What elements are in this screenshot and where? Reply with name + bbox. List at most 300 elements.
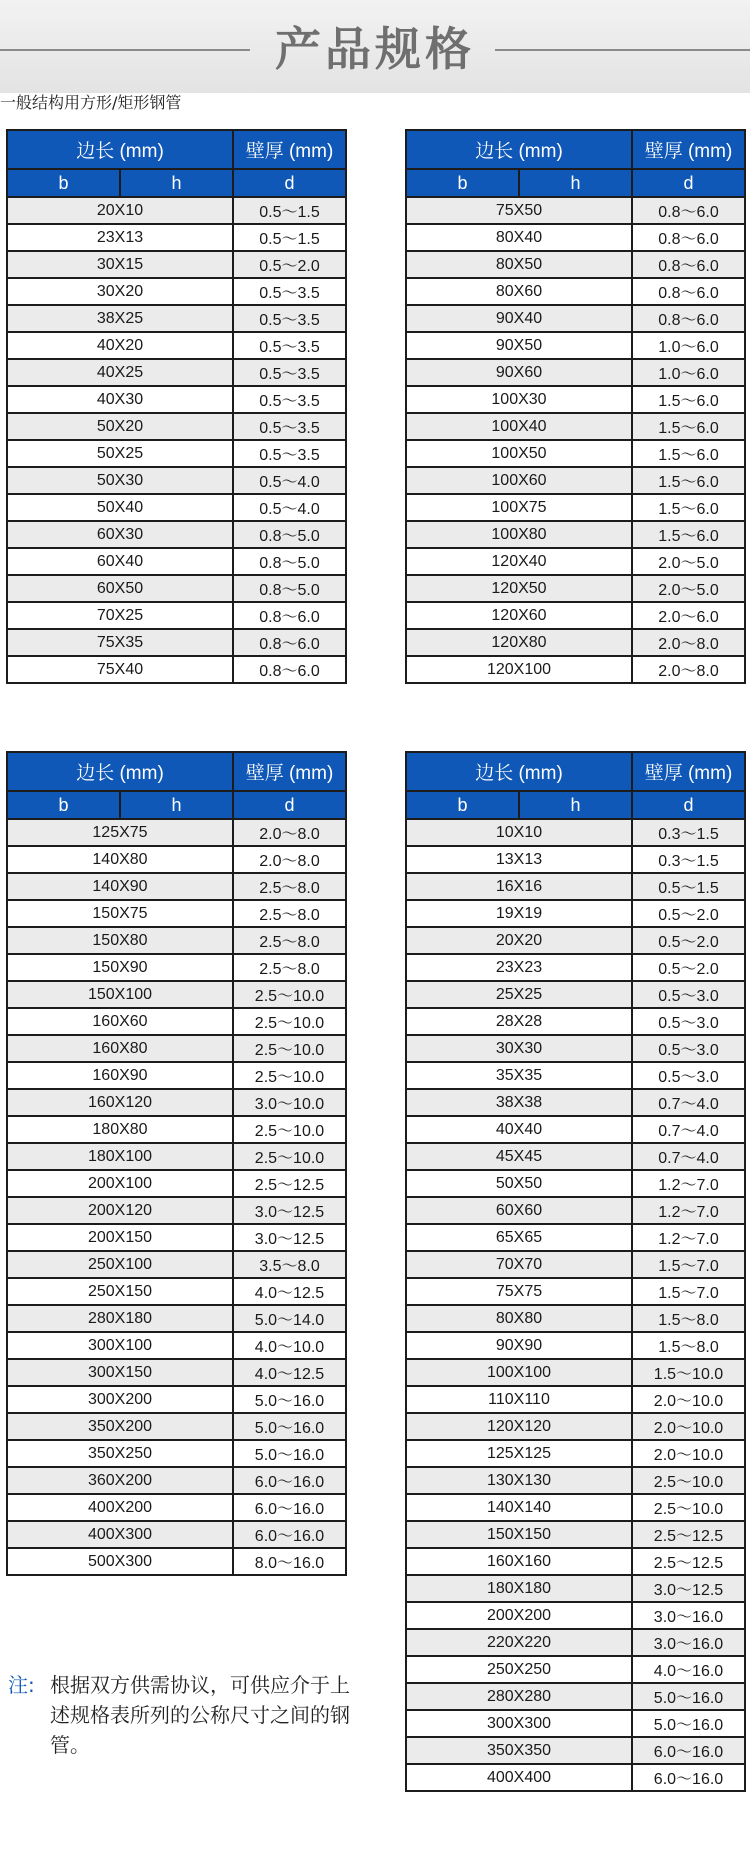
table-row — [406, 819, 745, 846]
size-cell: 250X100 — [7, 1251, 233, 1278]
table-row — [7, 1035, 346, 1062]
size-cell: 150X80 — [7, 927, 233, 954]
table-row — [406, 1764, 745, 1791]
size-cell: 140X90 — [7, 873, 233, 900]
size-cell: 400X300 — [7, 1521, 233, 1548]
size-cell: 140X140 — [406, 1494, 632, 1521]
note-label: 注: — [8, 1673, 35, 1697]
table-row — [7, 1224, 346, 1251]
table-row — [7, 1386, 346, 1413]
thickness-cell: 3.0～10.0 — [233, 1089, 346, 1116]
b-header: b — [7, 169, 120, 197]
table-row — [406, 1494, 745, 1521]
thickness-cell: 1.5～10.0 — [632, 1359, 745, 1386]
thickness-cell: 0.5～2.0 — [233, 251, 346, 278]
table-row — [406, 467, 745, 494]
table-row — [406, 1548, 745, 1575]
thickness-cell: 1.2～7.0 — [632, 1224, 745, 1251]
size-cell: 300X300 — [406, 1710, 632, 1737]
table-row — [406, 332, 745, 359]
table-row — [406, 494, 745, 521]
table-row — [406, 1710, 745, 1737]
size-cell: 300X200 — [7, 1386, 233, 1413]
table-row — [7, 575, 346, 602]
size-cell: 120X100 — [406, 656, 632, 683]
table-row — [406, 1467, 745, 1494]
table-header-row — [7, 752, 346, 791]
thickness-cell: 2.5～10.0 — [233, 1008, 346, 1035]
thickness-cell: 4.0～12.5 — [233, 1359, 346, 1386]
size-cell: 350X250 — [7, 1440, 233, 1467]
thickness-cell: 2.5～10.0 — [233, 1143, 346, 1170]
side-length-header: 边长 (mm) — [7, 130, 233, 169]
table-row — [406, 1197, 745, 1224]
thickness-cell: 0.8～6.0 — [233, 656, 346, 683]
thickness-cell: 2.0～8.0 — [632, 656, 745, 683]
table-header-row — [406, 130, 745, 169]
table-row — [7, 1467, 346, 1494]
thickness-cell: 6.0～16.0 — [233, 1467, 346, 1494]
table-row — [406, 1737, 745, 1764]
thickness-cell: 1.2～7.0 — [632, 1197, 745, 1224]
size-cell: 60X60 — [406, 1197, 632, 1224]
size-cell: 100X75 — [406, 494, 632, 521]
table-row — [7, 846, 346, 873]
thickness-cell: 5.0～14.0 — [233, 1305, 346, 1332]
thickness-cell: 1.5～6.0 — [632, 413, 745, 440]
size-cell: 10X10 — [406, 819, 632, 846]
thickness-cell: 2.5～8.0 — [233, 873, 346, 900]
size-cell: 160X60 — [7, 1008, 233, 1035]
thickness-cell: 3.0～12.5 — [632, 1575, 745, 1602]
size-cell: 28X28 — [406, 1008, 632, 1035]
table-row — [406, 873, 745, 900]
table-row — [406, 521, 745, 548]
table-row — [7, 1116, 346, 1143]
size-cell: 50X50 — [406, 1170, 632, 1197]
size-cell: 100X40 — [406, 413, 632, 440]
thickness-cell: 0.5～3.5 — [233, 413, 346, 440]
side-length-header: 边长 (mm) — [406, 130, 632, 169]
thickness-cell: 2.5～8.0 — [233, 954, 346, 981]
size-cell: 38X25 — [7, 305, 233, 332]
table-row — [7, 819, 346, 846]
d-header: d — [632, 169, 745, 197]
size-cell: 120X50 — [406, 575, 632, 602]
thickness-cell: 4.0～10.0 — [233, 1332, 346, 1359]
size-cell: 80X80 — [406, 1305, 632, 1332]
thickness-cell: 1.5～6.0 — [632, 521, 745, 548]
size-cell: 150X150 — [406, 1521, 632, 1548]
thickness-cell: 1.5～6.0 — [632, 467, 745, 494]
thickness-cell: 2.5～10.0 — [233, 981, 346, 1008]
d-header: d — [632, 791, 745, 819]
thickness-cell: 2.5～10.0 — [632, 1494, 745, 1521]
wall-thickness-header: 壁厚 (mm) — [632, 752, 745, 791]
thickness-cell: 3.5～8.0 — [233, 1251, 346, 1278]
table-row — [7, 1305, 346, 1332]
thickness-cell: 0.8～6.0 — [632, 224, 745, 251]
thickness-cell: 0.5～1.5 — [233, 197, 346, 224]
size-cell: 38X38 — [406, 1089, 632, 1116]
table-row — [406, 1575, 745, 1602]
wall-thickness-header: 壁厚 (mm) — [632, 130, 745, 169]
size-cell: 250X150 — [7, 1278, 233, 1305]
size-cell: 120X60 — [406, 602, 632, 629]
table-row — [406, 305, 745, 332]
size-cell: 90X50 — [406, 332, 632, 359]
table-row — [7, 1359, 346, 1386]
size-cell: 23X13 — [7, 224, 233, 251]
size-cell: 45X45 — [406, 1143, 632, 1170]
size-cell: 280X180 — [7, 1305, 233, 1332]
size-cell: 50X40 — [7, 494, 233, 521]
table-row — [406, 1386, 745, 1413]
size-cell: 140X80 — [7, 846, 233, 873]
size-cell: 30X30 — [406, 1035, 632, 1062]
thickness-cell: 0.5～2.0 — [632, 927, 745, 954]
table-row — [7, 954, 346, 981]
table-row — [406, 440, 745, 467]
b-header: b — [406, 791, 519, 819]
thickness-cell: 6.0～16.0 — [233, 1521, 346, 1548]
thickness-cell: 0.5～3.5 — [233, 278, 346, 305]
thickness-cell: 0.5～1.5 — [632, 873, 745, 900]
thickness-cell: 0.5～4.0 — [233, 494, 346, 521]
thickness-cell: 2.0～5.0 — [632, 575, 745, 602]
size-cell: 25X25 — [406, 981, 632, 1008]
table-row — [7, 1251, 346, 1278]
thickness-cell: 0.5～3.5 — [233, 359, 346, 386]
size-cell: 180X80 — [7, 1116, 233, 1143]
size-cell: 300X150 — [7, 1359, 233, 1386]
table-row — [7, 305, 346, 332]
table-row — [406, 548, 745, 575]
size-cell: 160X80 — [7, 1035, 233, 1062]
size-cell: 30X20 — [7, 278, 233, 305]
thickness-cell: 1.0～6.0 — [632, 359, 745, 386]
table-row — [7, 224, 346, 251]
thickness-cell: 1.0～6.0 — [632, 332, 745, 359]
size-cell: 350X350 — [406, 1737, 632, 1764]
thickness-cell: 2.5～10.0 — [233, 1116, 346, 1143]
spec-table-3 — [6, 751, 347, 1576]
thickness-cell: 0.8～6.0 — [632, 278, 745, 305]
size-cell: 90X60 — [406, 359, 632, 386]
thickness-cell: 2.0～10.0 — [632, 1440, 745, 1467]
thickness-cell: 0.3～1.5 — [632, 819, 745, 846]
table-row — [7, 1197, 346, 1224]
table-row — [406, 251, 745, 278]
thickness-cell: 2.0～10.0 — [632, 1413, 745, 1440]
table-row — [406, 1251, 745, 1278]
table-row — [7, 927, 346, 954]
thickness-cell: 2.0～6.0 — [632, 602, 745, 629]
table-row — [7, 873, 346, 900]
size-cell: 400X400 — [406, 1764, 632, 1791]
size-cell: 80X40 — [406, 224, 632, 251]
size-cell: 75X50 — [406, 197, 632, 224]
table-row — [7, 521, 346, 548]
size-cell: 60X30 — [7, 521, 233, 548]
size-cell: 160X160 — [406, 1548, 632, 1575]
size-cell: 160X120 — [7, 1089, 233, 1116]
size-cell: 50X30 — [7, 467, 233, 494]
table-row — [7, 413, 346, 440]
thickness-cell: 4.0～12.5 — [233, 1278, 346, 1305]
thickness-cell: 2.5～10.0 — [632, 1467, 745, 1494]
thickness-cell: 0.7～4.0 — [632, 1089, 745, 1116]
thickness-cell: 2.0～8.0 — [233, 846, 346, 873]
wall-thickness-header: 壁厚 (mm) — [233, 130, 346, 169]
table-row — [406, 1116, 745, 1143]
thickness-cell: 0.5～3.5 — [233, 332, 346, 359]
size-cell: 90X90 — [406, 1332, 632, 1359]
thickness-cell: 5.0～16.0 — [233, 1440, 346, 1467]
table-row — [7, 602, 346, 629]
d-header: d — [233, 169, 346, 197]
table-row — [406, 1062, 745, 1089]
table-row — [406, 1089, 745, 1116]
table-row — [406, 602, 745, 629]
thickness-cell: 1.2～7.0 — [632, 1170, 745, 1197]
thickness-cell: 1.5～6.0 — [632, 386, 745, 413]
size-cell: 120X120 — [406, 1413, 632, 1440]
table-row — [406, 981, 745, 1008]
thickness-cell: 2.5～8.0 — [233, 927, 346, 954]
table-row — [7, 197, 346, 224]
size-cell: 80X50 — [406, 251, 632, 278]
thickness-cell: 3.0～16.0 — [632, 1629, 745, 1656]
table-row — [406, 1683, 745, 1710]
size-cell: 280X280 — [406, 1683, 632, 1710]
thickness-cell: 5.0～16.0 — [233, 1413, 346, 1440]
table-subheader-row — [7, 791, 346, 819]
size-cell: 200X200 — [406, 1602, 632, 1629]
thickness-cell: 0.8～5.0 — [233, 521, 346, 548]
thickness-cell: 0.8～6.0 — [233, 602, 346, 629]
table-row — [7, 1089, 346, 1116]
thickness-cell: 1.5～7.0 — [632, 1251, 745, 1278]
table-row — [7, 1062, 346, 1089]
table-row — [7, 656, 346, 683]
table-row — [7, 1521, 346, 1548]
table-row — [7, 278, 346, 305]
wall-thickness-header: 壁厚 (mm) — [233, 752, 346, 791]
table-row — [406, 1143, 745, 1170]
table-row — [7, 440, 346, 467]
table-row — [406, 197, 745, 224]
thickness-cell: 6.0～16.0 — [632, 1764, 745, 1791]
table-header-row — [7, 130, 346, 169]
thickness-cell: 5.0～16.0 — [632, 1710, 745, 1737]
thickness-cell: 2.5～10.0 — [233, 1062, 346, 1089]
table-row — [7, 1494, 346, 1521]
thickness-cell: 0.8～6.0 — [632, 305, 745, 332]
size-cell: 35X35 — [406, 1062, 632, 1089]
thickness-cell: 1.5～6.0 — [632, 494, 745, 521]
size-cell: 23X23 — [406, 954, 632, 981]
size-cell: 50X25 — [7, 440, 233, 467]
thickness-cell: 0.7～4.0 — [632, 1143, 745, 1170]
thickness-cell: 0.5～2.0 — [632, 954, 745, 981]
table-row — [7, 467, 346, 494]
table-row — [406, 927, 745, 954]
size-cell: 150X75 — [7, 900, 233, 927]
size-cell: 125X75 — [7, 819, 233, 846]
size-cell: 20X10 — [7, 197, 233, 224]
b-header: b — [7, 791, 120, 819]
table-row — [406, 900, 745, 927]
thickness-cell: 0.8～6.0 — [233, 629, 346, 656]
size-cell: 30X15 — [7, 251, 233, 278]
size-cell: 75X35 — [7, 629, 233, 656]
size-cell: 120X40 — [406, 548, 632, 575]
table-row — [7, 359, 346, 386]
size-cell: 400X200 — [7, 1494, 233, 1521]
table-row — [7, 1413, 346, 1440]
thickness-cell: 2.5～12.5 — [233, 1170, 346, 1197]
table-row — [406, 1035, 745, 1062]
thickness-cell: 2.5～8.0 — [233, 900, 346, 927]
side-length-header: 边长 (mm) — [406, 752, 632, 791]
size-cell: 70X70 — [406, 1251, 632, 1278]
thickness-cell: 0.5～1.5 — [233, 224, 346, 251]
b-header: b — [406, 169, 519, 197]
size-cell: 75X40 — [7, 656, 233, 683]
thickness-cell: 0.5～3.0 — [632, 981, 745, 1008]
size-cell: 360X200 — [7, 1467, 233, 1494]
thickness-cell: 3.0～12.5 — [233, 1197, 346, 1224]
header-banner — [0, 0, 750, 93]
size-cell: 220X220 — [406, 1629, 632, 1656]
h-header: h — [120, 169, 233, 197]
size-cell: 350X200 — [7, 1413, 233, 1440]
table-row — [406, 1440, 745, 1467]
thickness-cell: 0.5～3.5 — [233, 440, 346, 467]
spec-table-1 — [6, 129, 347, 684]
table-row — [406, 629, 745, 656]
table-subheader-row — [406, 791, 745, 819]
table-row — [7, 386, 346, 413]
thickness-cell: 4.0～16.0 — [632, 1656, 745, 1683]
size-cell: 120X80 — [406, 629, 632, 656]
table-row — [406, 386, 745, 413]
size-cell: 40X25 — [7, 359, 233, 386]
table-row — [7, 251, 346, 278]
table-row — [406, 1521, 745, 1548]
size-cell: 100X50 — [406, 440, 632, 467]
table-row — [406, 1170, 745, 1197]
table-row — [7, 1008, 346, 1035]
thickness-cell: 1.5～7.0 — [632, 1278, 745, 1305]
thickness-cell: 0.5～4.0 — [233, 467, 346, 494]
size-cell: 70X25 — [7, 602, 233, 629]
note-text: 根据双方供需协议，可供应介于上述规格表所列的公称尺寸之间的钢管。 — [50, 1673, 350, 1757]
table-row — [7, 1332, 346, 1359]
size-cell: 100X80 — [406, 521, 632, 548]
table-row — [406, 1359, 745, 1386]
size-cell: 130X130 — [406, 1467, 632, 1494]
table-row — [406, 954, 745, 981]
table-row — [7, 494, 346, 521]
size-cell: 75X75 — [406, 1278, 632, 1305]
table-subheader-row — [7, 169, 346, 197]
table-row — [406, 413, 745, 440]
table-subheader-row — [406, 169, 745, 197]
table-row — [406, 224, 745, 251]
spec-table-2 — [405, 129, 746, 684]
thickness-cell: 2.0～8.0 — [233, 819, 346, 846]
thickness-cell: 0.5～3.0 — [632, 1062, 745, 1089]
thickness-cell: 0.8～6.0 — [632, 197, 745, 224]
size-cell: 20X20 — [406, 927, 632, 954]
size-cell: 200X150 — [7, 1224, 233, 1251]
side-length-header: 边长 (mm) — [7, 752, 233, 791]
table-row — [7, 629, 346, 656]
size-cell: 110X110 — [406, 1386, 632, 1413]
table-row — [406, 846, 745, 873]
thickness-cell: 0.5～3.0 — [632, 1035, 745, 1062]
table-row — [406, 1656, 745, 1683]
d-header: d — [233, 791, 346, 819]
thickness-cell: 0.5～3.5 — [233, 386, 346, 413]
thickness-cell: 0.5～3.5 — [233, 305, 346, 332]
table-row — [406, 1602, 745, 1629]
thickness-cell: 8.0～16.0 — [233, 1548, 346, 1575]
size-cell: 40X30 — [7, 386, 233, 413]
thickness-cell: 2.0～10.0 — [632, 1386, 745, 1413]
thickness-cell: 0.8～5.0 — [233, 548, 346, 575]
table-header-row — [406, 752, 745, 791]
table-row — [7, 1170, 346, 1197]
size-cell: 50X20 — [7, 413, 233, 440]
size-cell: 90X40 — [406, 305, 632, 332]
table-row — [406, 1305, 745, 1332]
table-row — [7, 900, 346, 927]
size-cell: 60X40 — [7, 548, 233, 575]
thickness-cell: 2.0～8.0 — [632, 629, 745, 656]
size-cell: 180X180 — [406, 1575, 632, 1602]
size-cell: 100X60 — [406, 467, 632, 494]
size-cell: 80X60 — [406, 278, 632, 305]
size-cell: 200X100 — [7, 1170, 233, 1197]
size-cell: 150X90 — [7, 954, 233, 981]
h-header: h — [120, 791, 233, 819]
table-row — [7, 981, 346, 1008]
table-row — [406, 1008, 745, 1035]
thickness-cell: 6.0～16.0 — [632, 1737, 745, 1764]
spec-table-4 — [405, 751, 746, 1792]
size-cell: 200X120 — [7, 1197, 233, 1224]
table-row — [7, 1548, 346, 1575]
table-row — [406, 1332, 745, 1359]
size-cell: 300X100 — [7, 1332, 233, 1359]
size-cell: 100X100 — [406, 1359, 632, 1386]
thickness-cell: 0.7～4.0 — [632, 1116, 745, 1143]
table-row — [406, 1629, 745, 1656]
thickness-cell: 0.8～5.0 — [233, 575, 346, 602]
thickness-cell: 2.5～10.0 — [233, 1035, 346, 1062]
thickness-cell: 1.5～6.0 — [632, 440, 745, 467]
h-header: h — [519, 791, 632, 819]
table-row — [406, 656, 745, 683]
size-cell: 65X65 — [406, 1224, 632, 1251]
size-cell: 19X19 — [406, 900, 632, 927]
thickness-cell: 5.0～16.0 — [233, 1386, 346, 1413]
h-header: h — [519, 169, 632, 197]
thickness-cell: 0.8～6.0 — [632, 251, 745, 278]
